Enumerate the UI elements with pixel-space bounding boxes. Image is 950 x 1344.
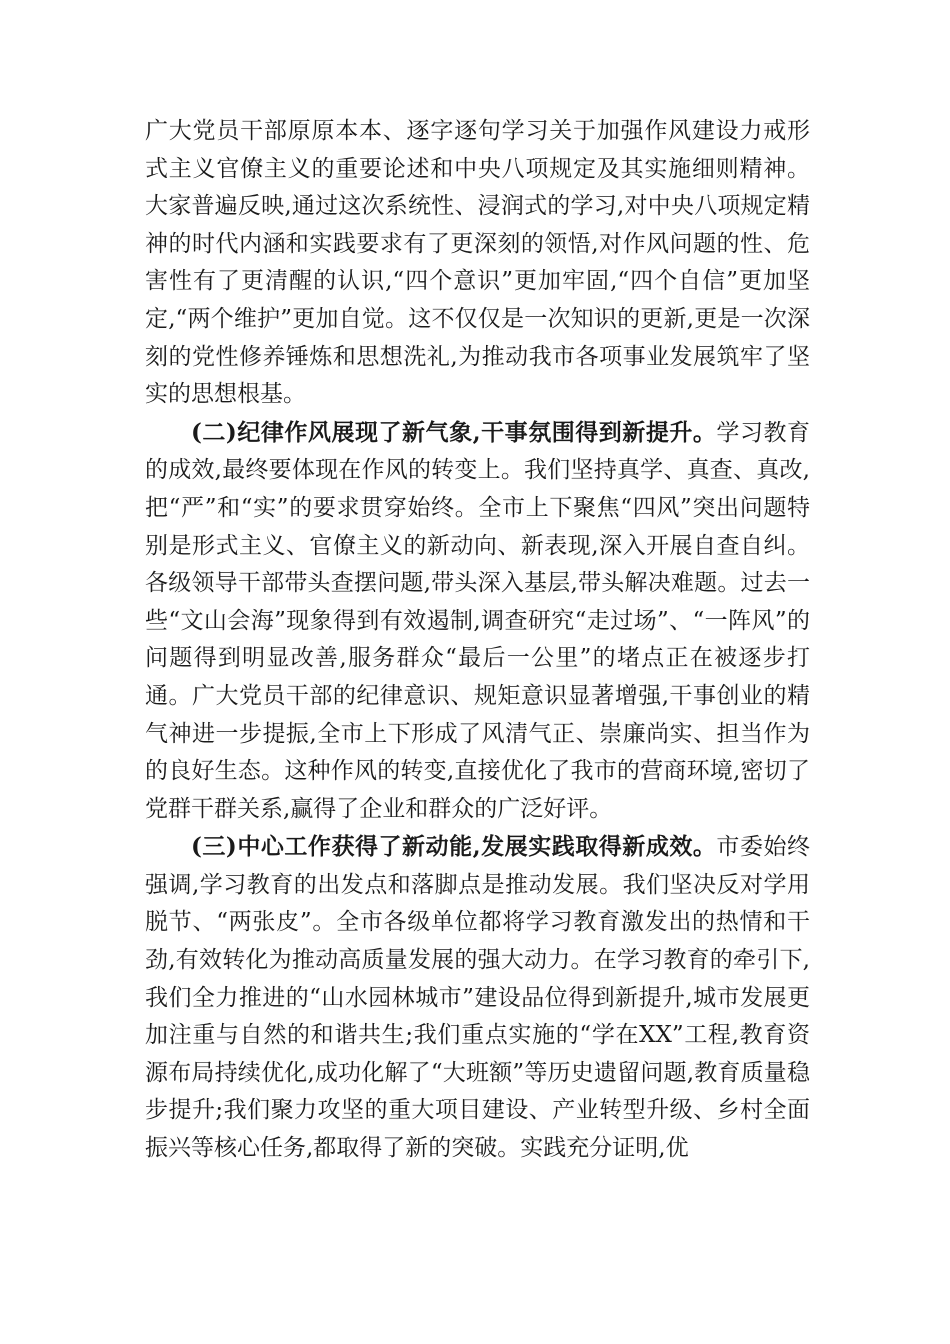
- paragraph-body: 学习教育的成效,最终要体现在作风的转变上。我们坚持真学、真查、真改,把“严”和“实”的要求贯穿始终。全市上下聚焦“四风”突出问题特别是形式主义、官僚主义的新动向、新表现,深入开展自查自纠。各级领导干部带头查摆问题,带头深入基层,带头解决难题。过去一些“文山会海”现象得到有效遏制,调查研究“走过场”、“一阵风”的问题得到明显改善,服务群众“最后一公里”的堵点正在被逐步打通。广大党员干部的纪律意识、规矩意识显著增强,干事创业的精气神进一步提振,全市上下形成了风清气正、崇廉尚实、担当作为的良好生态。这种作风的转变,直接优化了我市的营商环境,密切了党群干群关系,赢得了企业和群众的广泛好评。: [145, 419, 811, 822]
- paragraph-central-work: [145, 828, 810, 1167]
- paragraph-body: 广大党员干部原原本本、逐字逐句学习关于加强作风建设力戒形式主义官僚主义的重要论述和中央八项规定及其实施细则精神。大家普遍反映,通过这次系统性、浸润式的学习,对中央八项规定精神的时代内涵和实践要求有了更深刻的领悟,对作风问题的性、危害性有了更清醒的认识,“四个意识”更加牢固,“四个自信”更加坚定,“两个维护”更加自觉。这不仅仅是一次知识的更新,更是一次深刻的党性修养锤炼和思想洗礼,为推动我市各项事业发展筑牢了坚实的思想根基。: [145, 118, 810, 408]
- section-heading-2: (二)纪律作风展现了新气象,干事氛围得到新提升。: [191, 418, 717, 446]
- paragraph-body: 市委始终强调,学习教育的出发点和落脚点是推动发展。我们坚决反对学用脱节、“两张皮”。全市各级单位都将学习教育激发出的热情和干劲,有效转化为推动高质量发展的强大动力。在学习教育的牵引下,我们全力推进的“山水园林城市”建设品位得到新提升,城市发展更加注重与自然的和谐共生;我们重点实施的“学在XX”工程,教育资源布局持续优化,成功化解了“大班额”等历史遗留问题,教育质量稳步提升;我们聚力攻坚的重大项目建设、产业转型升级、乡村全面振兴等核心任务,都取得了新的突破。实践充分证明,优: [145, 834, 811, 1162]
- paragraph-discipline-style: [145, 414, 810, 829]
- paragraph-learning-results: [145, 112, 810, 414]
- section-heading-3: (三)中心工作获得了新动能,发展实践取得新成效。: [191, 833, 717, 861]
- document-page: [145, 112, 810, 1168]
